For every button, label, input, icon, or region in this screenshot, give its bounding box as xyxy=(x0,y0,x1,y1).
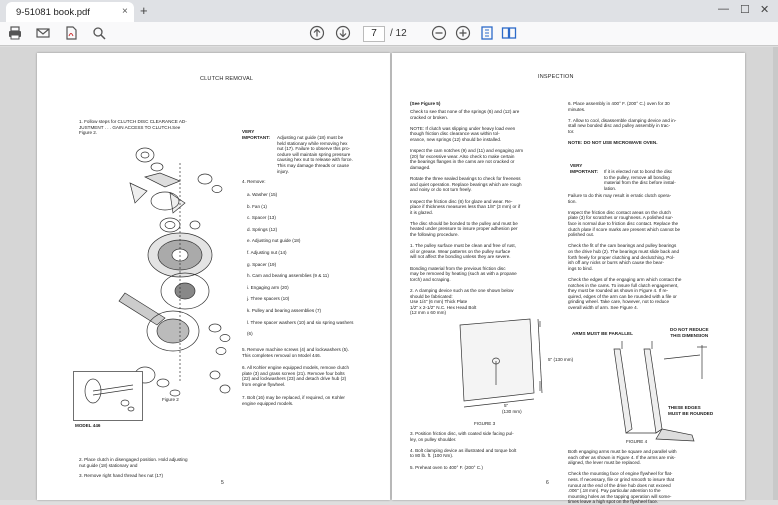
inspection-column-2c: Both engaging arms must be square and parallel with each other as shown in Figure 4. If the arms are mis- aligned, the lever must be replaced. Check the mounting face of engine flywheel for flat- ness. If necessary, file or grind smooth to insure that runout at the end of the drive hub does not exceed .006" (.18 mm). Pay particular attention to the mounting holes as the tapping operation will some- times leave a high spot on the flywheel face. xyxy=(568,449,677,505)
figure-4-engaging-arm-diagram xyxy=(592,339,722,449)
figure-4-caption: FIGURE 4 xyxy=(626,439,648,444)
zoom-out-icon[interactable] xyxy=(430,25,448,43)
pdf-page-6 xyxy=(392,53,745,505)
dimension-label-2: 5" xyxy=(504,403,509,408)
figure-2-caption: Figure 2 xyxy=(162,397,179,402)
page-total: / 12 xyxy=(390,28,407,39)
inspection-column-1: Check to see that none of the springs (6) and (12) are cracked or broken. NOTE: If clutch was slipping under heavy load even though friction disc clearance was within tol- erance, new springs (12) should be installed. Inspect the cam notches (9) and (11) and engaging arm (20) for excessive wear. Also check to make certain the bearings flanges in the cams are not cracked or damaged. Rotate the three sealed bearings to check for freeness and quiet operation. Replace bearings which are rough and noisy or do not turn freely. Inspect the friction disc (8) for glaze and wear. Re- place if thickness measures less than 1/8" (3 mm) or if it is glazed. The disc should be bonded to the pulley and must be heated under pressure to insure proper adhesion per the following procedure. 1. The pulley surface must be clean and free of rust, oil or grease. Wear patterns on the pulley surface will not affect the bonding unless they are severe. Bonding material from the previous friction disc may be removed by heating (such as with a propane torch) and scraping. 2. A clamping device such as the one shown below should be fabricated: Use 1/4" (6 mm) Thick Plate 1/2" x 2-1/2" N.C. Hex Head Bolt (12 mm x 60 mm) xyxy=(410,109,524,316)
pdf-icon[interactable] xyxy=(62,25,80,43)
arms-parallel-label: ARMS MUST BE PARALLEL xyxy=(572,331,633,336)
very-important-label: VERY IMPORTANT: xyxy=(242,129,270,140)
very-important-text: Adjusting nut guide (18) must be held stationary while removing hex nut (17). Failure to observe this pro- cedure will maintain spring pressure causing hex nut to release with force. This may damage threads or cause injury. xyxy=(277,135,353,174)
maximize-icon[interactable]: ☐ xyxy=(740,4,750,16)
email-icon[interactable] xyxy=(34,25,52,43)
fit-page-icon[interactable] xyxy=(478,25,496,43)
page-number: 5 xyxy=(221,480,224,486)
print-icon[interactable] xyxy=(6,25,24,43)
do-not-reduce-label: DO NOT REDUCE THIS DIMENSION xyxy=(670,327,709,338)
these-edges-label: THESE EDGES MUST BE ROUNDED xyxy=(668,405,714,416)
page-number-input[interactable]: 7 xyxy=(363,26,385,42)
step-3: 3. Remove right hand thread hex nut (17) xyxy=(79,473,164,478)
step-2: 2. Place clutch in disengaged position. Hold adjusting nut guide (18) stationary and xyxy=(79,457,188,468)
new-tab-icon[interactable]: + xyxy=(140,3,148,18)
very-important-text-2: If it is elected not to bond the disc to the pulley, remove all bonding material from the disc before instal- lation. xyxy=(604,169,676,191)
very-important-label-2: VERY IMPORTANT: xyxy=(570,163,598,174)
inspection-steps-3-5: 3. Position friction disc, with coated side facing pul- ley, on pulley shoulder. 4. Bolt clamping device as illustrated and torque bolt to 80 lb. ft. (100 Nm). 5. Preheat oven to 400° F. (200° C.) xyxy=(410,431,517,470)
pdf-page-5 xyxy=(37,53,390,500)
figure-3-plate-diagram xyxy=(432,315,562,430)
minimize-icon[interactable]: — xyxy=(718,3,729,15)
pdf-viewer[interactable] xyxy=(0,47,778,505)
see-figure-5: (See Figure 5) xyxy=(410,101,441,106)
tab-close-icon[interactable]: × xyxy=(122,6,128,17)
remove-title: 4. Remove: xyxy=(242,179,266,184)
zoom-in-icon[interactable] xyxy=(454,25,472,43)
page-up-icon[interactable] xyxy=(308,25,326,43)
scrollbar[interactable] xyxy=(773,47,778,500)
step-5: 5. Remove machine screws (4) and lockwashers (5). This completes removal on Model 446. xyxy=(242,347,349,358)
inspection-column-2b: Failure to do this may result in erratic clutch opera- tion. Inspect the friction disc contact areas on the clutch plate (3) for scratches or roughness. A polished sur- face is normal due to friction disc contact. Replace the clutch plate if score marks are present which cannot be polished out. Check the fit of the cam bearings and pulley bearings on the drive hub (2). The bearings must slide back and forth freely for proper clutching and declutching. Pol- ish off any nicks or burrs which cause the bear- ings to bind. Check the edges of the engaging arm which contact the notches in the cams. To insure full clutch engagement, they must be rounded as shown in Figure 4. If re- quired, edges of the arm can be rounded with a file or grinding wheel. Take care, however, not to reduce overall width of arm. See Figure 4. xyxy=(568,193,682,310)
page-down-icon[interactable] xyxy=(334,25,352,43)
exploded-clutch-diagram xyxy=(85,143,250,403)
two-page-view-icon[interactable] xyxy=(500,25,518,43)
dimension-label-3: (130 mm) xyxy=(502,409,522,414)
close-window-icon[interactable]: ✕ xyxy=(760,4,770,16)
inspection-column-2: 6. Place assembly in 400° F. (200° C.) oven for 30 minutes. 7. Allow to cool, disassemble clamping device and in- stall new bonded disc and pulley assembly in trac- tor. NOTE: DO NOT USE MICROWAVE OVEN. xyxy=(568,101,677,146)
tab-title: 9-51081 book.pdf xyxy=(16,7,90,18)
page-header: CLUTCH REMOVAL xyxy=(200,76,254,82)
dimension-label-1: 5" (130 mm) xyxy=(548,357,574,362)
step-1: 1. Follow steps for CLUTCH DISC CLEARANCE AD- JUSTMENT . . . GAIN ACCESS TO CLUTCH.See Figure 2. xyxy=(79,119,187,136)
browser-tab-bar xyxy=(0,0,778,22)
model-446-inset xyxy=(73,371,143,421)
figure-3-caption: FIGURE 3 xyxy=(474,421,496,426)
step-7: 7. Bolt (16) may be replaced, if required, on Kohler engine equipped models. xyxy=(242,395,345,406)
page-header: INSPECTION xyxy=(538,74,574,80)
step-6: 6. All Kohler engine equipped models, remove clutch plate (3) and grass screen (21). Remove four bolts (22) and lockwashers (23) and detach drive hub (2) from engine flywheel. xyxy=(242,365,349,387)
pdf-toolbar xyxy=(0,22,778,46)
page-number: 6 xyxy=(546,480,549,486)
model-446-label: MODEL 446 xyxy=(75,423,101,428)
browser-tab[interactable] xyxy=(6,2,134,22)
zoom-icon[interactable] xyxy=(90,25,108,43)
remove-list: a. Washer (15) b. Fan (1) c. Spacer (13) d. Springs (12) e. Adjusting nut guide (18) f. Adjusting nut (14) g. Spacer (19) h. Cam and bearing assemblies (9 & 11) i. Engaging arm (20) j. Three spacers (10) k. Pulley and bearing assemblies (7) l. Three spacer washers (10) and six spring washers (6) xyxy=(247,192,354,337)
